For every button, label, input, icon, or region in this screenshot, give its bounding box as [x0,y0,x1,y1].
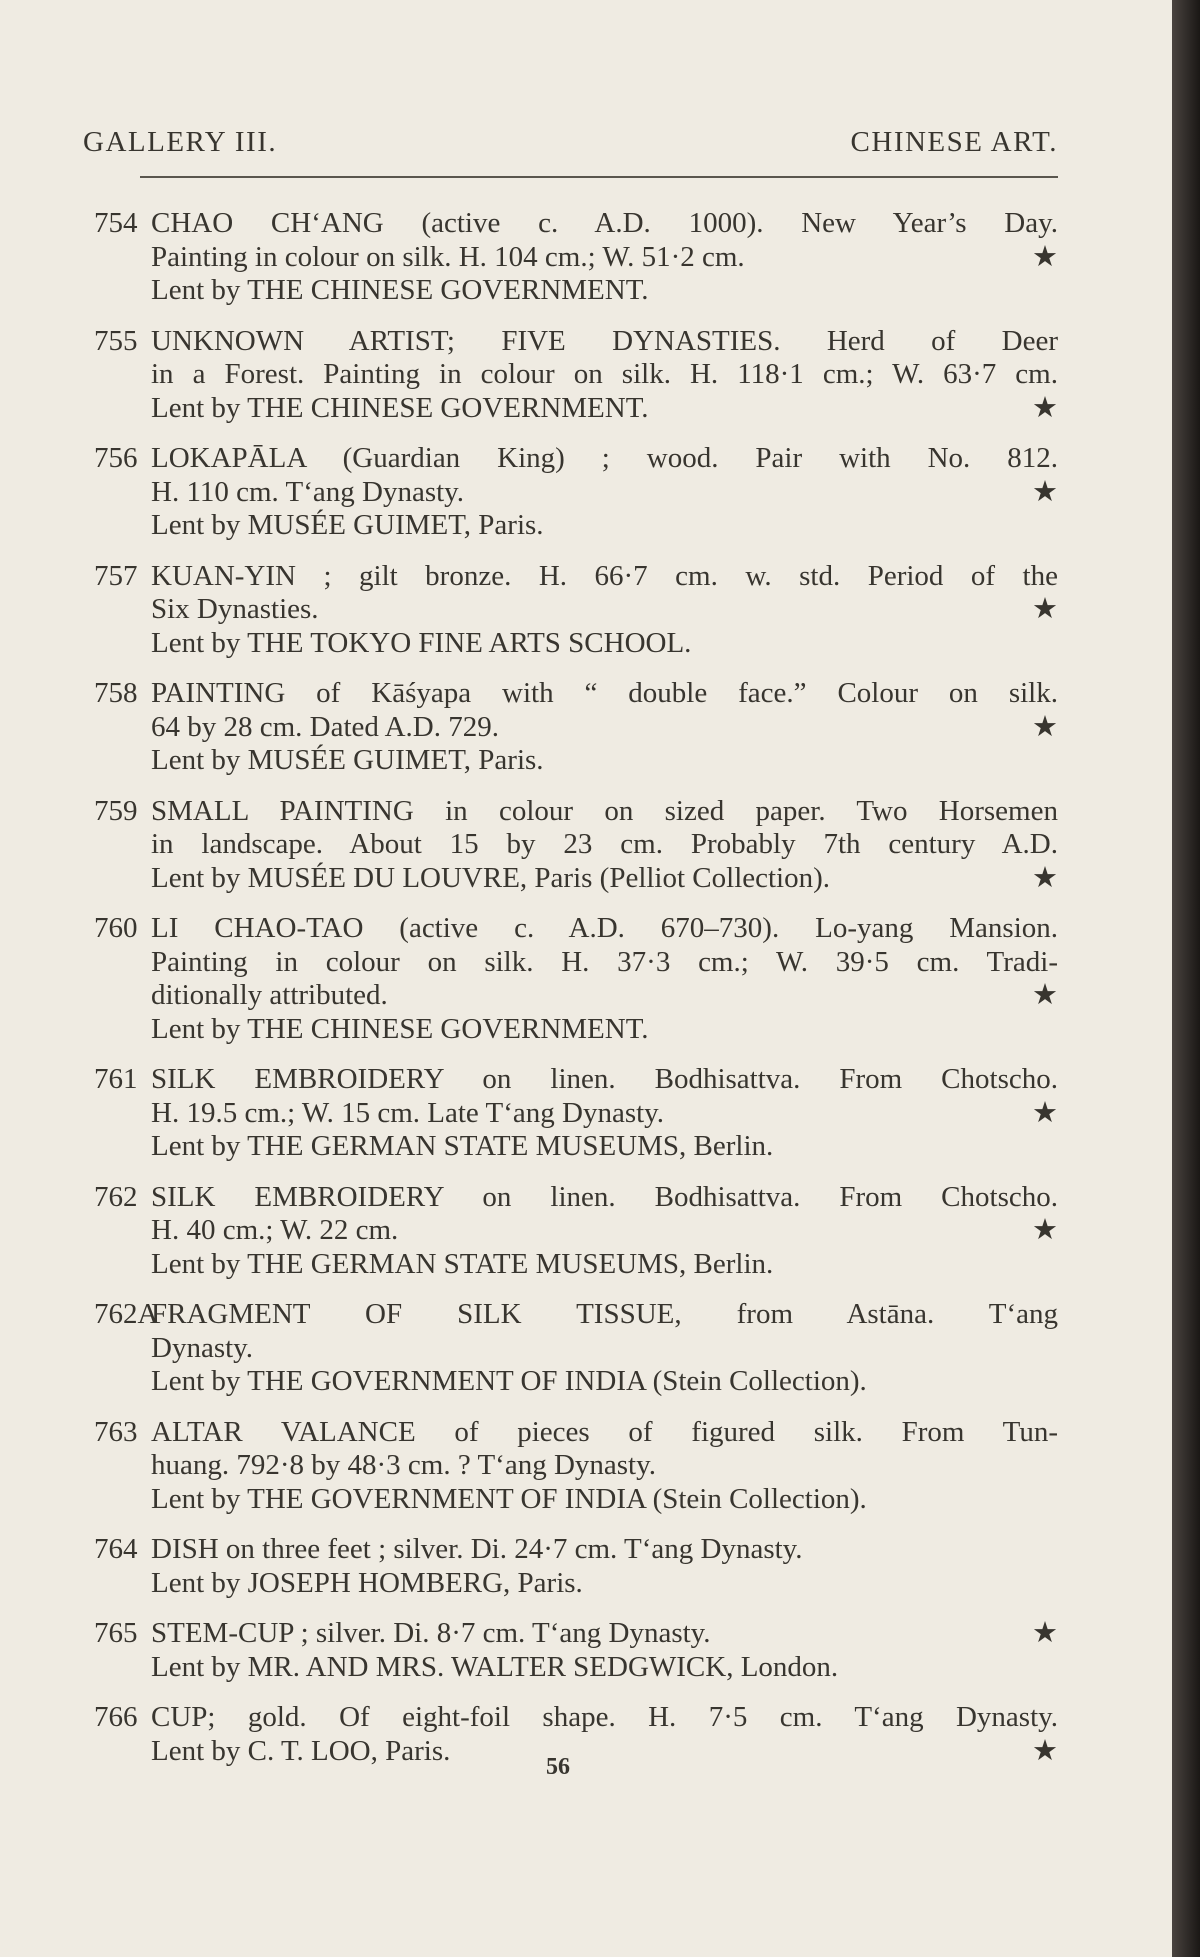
entry-number: 764 [94,1533,138,1565]
entry-line [151,392,1058,426]
entry-line: H. 110 cm. T‘ang Dynasty. ★ [151,475,1058,508]
entry-number: 761 [94,1063,138,1095]
star-icon: ★ [1032,391,1058,424]
entry-number: 766 [94,1701,138,1733]
entry-line: LOKAPĀLA (Guardian King) ; wood. Pair with No. 812. [151,442,1058,474]
catalogue-entry [0,560,1172,661]
entry-number: 756 [94,442,138,474]
header-rule [140,176,1058,178]
catalogue-entry [0,1063,1172,1164]
entry-lender: Lent by THE CHINESE GOVERNMENT. [151,274,649,306]
star-icon: ★ [1032,979,1058,1011]
entry-line: FRAGMENT OF SILK TISSUE, from Astāna. T‘ang [151,1298,1058,1330]
star-icon: ★ [1032,593,1058,625]
catalogue-entry [0,1298,1172,1399]
star-icon: ★ [1032,1096,1058,1129]
entry-lender: Lent by MR. AND MRS. WALTER SEDGWICK, London. [151,1650,839,1683]
entry-number: 760 [94,912,138,944]
page-number: 56 [546,1754,570,1780]
entry-number: 757 [94,559,138,592]
entry-line [151,862,1058,896]
entry-line: H. 40 cm.; W. 22 cm. ★ [151,1214,1058,1246]
catalogue-entry [0,442,1172,543]
catalogue-entry [0,677,1172,778]
entry-line: in a Forest. Painting in colour on silk. H. 118·1 cm.; W. 63·7 cm. [151,358,1058,390]
entry-line: huang. 792·8 by 48·3 cm. ? T‘ang Dynasty. [151,1449,656,1481]
entry-line: Painting in colour on silk. H. 37·3 cm.; W. 39·5 cm. Tradi- [151,945,1058,978]
entry-number: 765 [94,1617,138,1649]
entry-line: SILK EMBROIDERY on linen. Bodhisattva. From Chotscho. [151,1180,1058,1213]
entry-line: in landscape. About 15 by 23 cm. Probably 7th century A.D. [151,828,1058,860]
entry-line: CUP; gold. Of eight-foil shape. H. 7·5 cm. T‘ang Dynasty. [151,1701,1058,1733]
star-icon: ★ [1032,240,1058,273]
catalogue-entry [0,1533,1172,1600]
entry-lender: Lent by C. T. LOO, Paris. [151,1734,451,1767]
entry-number: 763 [94,1415,138,1448]
catalogue-entry [0,1416,1172,1517]
entry-line: DISH on three feet ; silver. Di. 24·7 cm. T‘ang Dynasty. [151,1533,803,1565]
entry-line: STEM-CUP ; silver. Di. 8·7 cm. T‘ang Dynasty. ★ [151,1617,1058,1649]
catalogue-entries [0,207,1172,1785]
entry-number: 755 [94,324,138,357]
star-icon: ★ [1032,1214,1058,1246]
entry-line: UNKNOWN ARTIST; FIVE DYNASTIES. Herd of Deer [151,324,1058,357]
entry-number: 759 [94,794,138,827]
entry-number: 762 [94,1180,138,1213]
catalogue-entry [0,912,1172,1046]
star-icon: ★ [1032,1734,1058,1767]
entry-number: 762A [94,1298,159,1330]
entry-lender: Lent by MUSÉE GUIMET, Paris. [151,744,544,776]
catalogue-entry [0,1181,1172,1282]
entry-line: ditionally attributed. ★ [151,979,1058,1011]
entry-line: Six Dynasties. ★ [151,593,1058,625]
star-icon: ★ [1032,861,1058,894]
entry-line: KUAN-YIN ; gilt bronze. H. 66·7 cm. w. std. Period of the [151,559,1058,592]
catalogue-entry [0,325,1172,426]
entry-line: 64 by 28 cm. Dated A.D. 729. ★ [151,710,1058,743]
star-icon: ★ [1032,710,1058,743]
gallery-heading: GALLERY III. [83,126,278,158]
entry-lender: Lent by THE CHINESE GOVERNMENT. [151,1012,649,1045]
entry-lender: Lent by JOSEPH HOMBERG, Paris. [151,1566,583,1599]
entry-line: Dynasty. [151,1331,254,1364]
catalogue-entry [0,1617,1172,1684]
entry-line: CHAO CH‘ANG (active c. A.D. 1000). New Year’s Day. [151,207,1058,239]
entry-line: H. 19.5 cm.; W. 15 cm. Late T‘ang Dynasty. ★ [151,1096,1058,1129]
entry-lender: Lent by THE CHINESE GOVERNMENT. [151,391,649,424]
entry-number: 758 [94,677,138,709]
entry-lender: Lent by MUSÉE DU LOUVRE, Paris (Pelliot Collection). [151,861,831,894]
entry-lender: Lent by THE GOVERNMENT OF INDIA (Stein Collection). [151,1482,867,1515]
entry-line: Painting in colour on silk. H. 104 cm.; W. 51·2 cm. ★ [151,240,1058,273]
book-spine-edge [1172,0,1200,1957]
entry-line: ALTAR VALANCE of pieces of figured silk. From Tun- [151,1415,1058,1448]
entry-line: SMALL PAINTING in colour on sized paper. Two Horsemen [151,794,1058,827]
entry-lender: Lent by THE TOKYO FINE ARTS SCHOOL. [151,626,692,659]
section-heading: CHINESE ART. [850,126,1058,158]
entry-line: LI CHAO-TAO (active c. A.D. 670–730). Lo-yang Mansion. [151,912,1058,944]
entry-line: PAINTING of Kāśyapa with “ double face.” Colour on silk. [151,677,1058,709]
catalogue-entry [0,207,1172,308]
entry-lender: Lent by THE GERMAN STATE MUSEUMS, Berlin. [151,1247,774,1280]
entry-lender: Lent by MUSÉE GUIMET, Paris. [151,509,544,541]
entry-number: 754 [94,207,138,239]
catalogue-entry [0,795,1172,896]
star-icon: ★ [1032,1617,1058,1649]
entry-line: SILK EMBROIDERY on linen. Bodhisattva. From Chotscho. [151,1063,1058,1095]
star-icon: ★ [1032,475,1058,508]
entry-lender: Lent by THE GERMAN STATE MUSEUMS, Berlin. [151,1130,774,1162]
entry-lender: Lent by THE GOVERNMENT OF INDIA (Stein Collection). [151,1365,867,1397]
